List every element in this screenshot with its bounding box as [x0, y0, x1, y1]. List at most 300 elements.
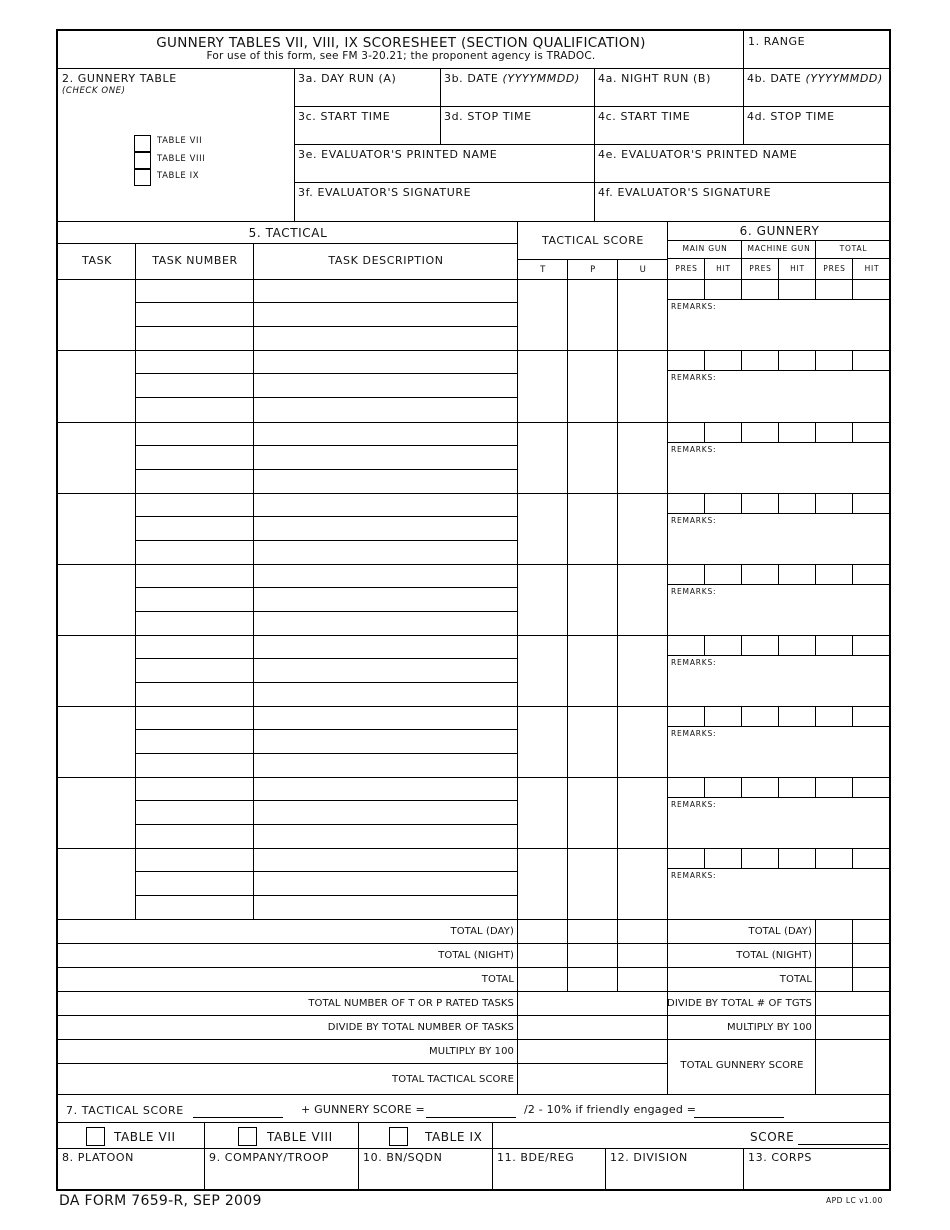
final-table-viii-checkbox[interactable] — [238, 1127, 257, 1146]
gunnery-entry-cell[interactable] — [705, 423, 742, 443]
night-date-format: (YYYYMMDD) — [805, 72, 883, 85]
day-evaluator-name-label: 3e. EVALUATOR'S PRINTED NAME — [298, 148, 498, 161]
company-label: 9. COMPANY/TROOP — [209, 1151, 329, 1164]
main-gun-label: MAIN GUN — [682, 244, 728, 253]
total-tactical-score-value[interactable] — [518, 1064, 668, 1095]
gunnery-entry-cell[interactable] — [816, 707, 853, 727]
total-night-row — [58, 944, 518, 968]
task-description-cell[interactable] — [254, 659, 518, 683]
gun-total-night-row — [668, 944, 816, 968]
task-number-col-header — [136, 244, 254, 280]
final-score-cell — [493, 1123, 891, 1149]
gun-total-day-row — [668, 920, 816, 944]
task-number-cell[interactable] — [136, 707, 254, 730]
gunnery-entry-cell[interactable] — [705, 707, 742, 727]
total-row — [58, 968, 518, 992]
gun-total-night-pres[interactable] — [816, 944, 853, 968]
gunnery-title: 6. GUNNERY — [739, 224, 820, 238]
task-description-cell[interactable] — [254, 872, 518, 896]
form-id: DA FORM 7659-R, SEP 2009 — [59, 1193, 262, 1209]
tactical-score-label: 7. TACTICAL SCORE — [66, 1104, 184, 1117]
final-formula-label: /2 - 10% if friendly engaged = — [524, 1103, 697, 1116]
gunnery-entry-cell[interactable] — [779, 636, 816, 656]
task-number-cell[interactable] — [136, 849, 254, 872]
task-cell[interactable] — [58, 778, 136, 849]
gunnery-entry-cell[interactable] — [705, 565, 742, 585]
day-date-prefix: 3b. DATE — [444, 72, 503, 85]
gunnery-entry-cell[interactable] — [779, 707, 816, 727]
day-stop-time-field[interactable] — [441, 107, 595, 145]
tactical-section-header — [58, 222, 518, 244]
gunnery-entry-cell[interactable] — [779, 849, 816, 869]
score-u-cell[interactable] — [618, 849, 668, 920]
score-t-cell[interactable] — [518, 849, 568, 920]
task-cell[interactable] — [58, 565, 136, 636]
bde-label: 11. BDE/REG — [497, 1151, 575, 1164]
table-ix-checkbox[interactable] — [134, 169, 151, 186]
day-run-field[interactable] — [295, 69, 441, 107]
gunnery-entry-cell[interactable] — [779, 280, 816, 300]
gunnery-entry-cell[interactable] — [816, 565, 853, 585]
gunnery-entry-cell[interactable] — [779, 778, 816, 798]
task-description-cell[interactable] — [254, 327, 518, 351]
gunnery-entry-cell[interactable] — [705, 849, 742, 869]
gunnery-total-header — [816, 241, 891, 259]
day-start-time-field[interactable] — [295, 107, 441, 145]
tactical-score-header — [518, 222, 668, 260]
total-night-p[interactable] — [568, 944, 618, 968]
gunnery-entry-cell[interactable] — [853, 494, 891, 514]
total-day-p[interactable] — [568, 920, 618, 944]
gun-total-day-hit[interactable] — [853, 920, 891, 944]
task-description-cell[interactable] — [254, 303, 518, 327]
remarks-label: REMARKS: — [671, 516, 717, 525]
multiply-label: MULTIPLY BY 100 — [429, 1046, 514, 1057]
total-day-t[interactable] — [518, 920, 568, 944]
task-number-cell[interactable] — [136, 730, 254, 754]
company-field[interactable] — [205, 1149, 359, 1191]
task-description-cell[interactable] — [254, 707, 518, 730]
night-evaluator-signature-label: 4f. EVALUATOR'S SIGNATURE — [598, 186, 772, 199]
task-description-cell[interactable] — [254, 754, 518, 778]
final-score-label: SCORE — [750, 1130, 795, 1144]
gunnery-entry-cell[interactable] — [742, 707, 779, 727]
score-t-cell[interactable] — [518, 778, 568, 849]
task-number-cell[interactable] — [136, 541, 254, 565]
score-p-header — [568, 260, 618, 280]
task-description-cell[interactable] — [254, 636, 518, 659]
remarks-cell[interactable] — [668, 514, 891, 565]
remarks-cell[interactable] — [668, 869, 891, 920]
gunnery-entry-cell[interactable] — [668, 351, 705, 371]
task-description-col-header — [254, 244, 518, 280]
gunnery-entry-cell[interactable] — [816, 636, 853, 656]
score-p-cell[interactable] — [568, 565, 618, 636]
table-viii-label: TABLE VIII — [157, 154, 206, 164]
task-number-cell[interactable] — [136, 470, 254, 494]
night-evaluator-name-label: 4e. EVALUATOR'S PRINTED NAME — [598, 148, 798, 161]
gunnery-entry-cell[interactable] — [742, 423, 779, 443]
remarks-cell[interactable] — [668, 443, 891, 494]
total-night-label: TOTAL (NIGHT) — [438, 950, 514, 961]
task-number-cell[interactable] — [136, 896, 254, 920]
score-t-cell[interactable] — [518, 636, 568, 707]
final-score-blank[interactable] — [798, 1144, 888, 1145]
task-number-cell[interactable] — [136, 327, 254, 351]
task-number-cell[interactable] — [136, 280, 254, 303]
gunnery-entry-cell[interactable] — [668, 849, 705, 869]
remarks-label: REMARKS: — [671, 373, 717, 382]
multiply-value[interactable] — [518, 1040, 668, 1064]
final-result-blank[interactable] — [694, 1117, 784, 1118]
gunnery-entry-cell[interactable] — [742, 494, 779, 514]
task-description-cell[interactable] — [254, 849, 518, 872]
gunnery-entry-cell[interactable] — [742, 351, 779, 371]
gunnery-entry-cell[interactable] — [853, 423, 891, 443]
day-date-format: (YYYYMMDD) — [502, 72, 580, 85]
night-evaluator-name-field[interactable] — [595, 145, 891, 183]
task-description-cell[interactable] — [254, 565, 518, 588]
machine-gun-label: MACHINE GUN — [747, 244, 811, 253]
task-number-cell[interactable] — [136, 398, 254, 423]
score-t-cell[interactable] — [518, 280, 568, 351]
score-t-cell[interactable] — [518, 423, 568, 494]
form-version: APD LC v1.00 — [826, 1196, 883, 1205]
task-number-cell[interactable] — [136, 351, 254, 374]
remarks-cell[interactable] — [668, 371, 891, 423]
remarks-label: REMARKS: — [671, 445, 717, 454]
task-description-cell[interactable] — [254, 494, 518, 517]
task-description-cell[interactable] — [254, 517, 518, 541]
task-number-cell[interactable] — [136, 754, 254, 778]
gunnery-subheader-label: PRES — [749, 264, 772, 273]
gunnery-entry-cell[interactable] — [816, 494, 853, 514]
remarks-cell[interactable] — [668, 727, 891, 778]
total-day-row — [58, 920, 518, 944]
final-table-ix-cell — [359, 1123, 493, 1149]
gunnery-entry-cell[interactable] — [668, 494, 705, 514]
total-night-t[interactable] — [518, 944, 568, 968]
rated-tasks-label: TOTAL NUMBER OF T OR P RATED TASKS — [308, 998, 514, 1009]
final-table-viii-label: TABLE VIII — [267, 1130, 333, 1144]
gunnery-entry-cell[interactable] — [816, 351, 853, 371]
gunnery-entry-cell[interactable] — [668, 778, 705, 798]
score-t-cell[interactable] — [518, 494, 568, 565]
score-u-cell[interactable] — [618, 707, 668, 778]
task-cell[interactable] — [58, 707, 136, 778]
rated-tasks-row — [58, 992, 518, 1016]
platoon-field[interactable] — [58, 1149, 205, 1191]
gunnery-entry-cell[interactable] — [816, 280, 853, 300]
gunnery-entry-cell[interactable] — [742, 565, 779, 585]
gun-total-day-label: TOTAL (DAY) — [748, 926, 812, 937]
tactical-title: 5. TACTICAL — [248, 226, 328, 240]
score-u-cell[interactable] — [618, 280, 668, 351]
bn-field[interactable] — [359, 1149, 493, 1191]
divide-tasks-row — [58, 1016, 518, 1040]
task-number-cell[interactable] — [136, 446, 254, 470]
range-label: 1. RANGE — [748, 35, 806, 48]
night-run-field[interactable] — [595, 69, 744, 107]
gunnery-subheader — [742, 259, 779, 280]
gunnery-subheader-label: PRES — [823, 264, 846, 273]
gunnery-entry-cell[interactable] — [668, 423, 705, 443]
remarks-label: REMARKS: — [671, 587, 717, 596]
total-t[interactable] — [518, 968, 568, 992]
task-description-cell[interactable] — [254, 423, 518, 446]
table-vii-checkbox[interactable] — [134, 135, 151, 152]
divide-tgts-value[interactable] — [816, 992, 891, 1016]
total-u[interactable] — [618, 968, 668, 992]
gun-multiply-value[interactable] — [816, 1016, 891, 1040]
task-description-cell[interactable] — [254, 778, 518, 801]
remarks-label: REMARKS: — [671, 729, 717, 738]
form-title-block — [58, 31, 744, 69]
score-p-cell[interactable] — [568, 423, 618, 494]
score-t-cell[interactable] — [518, 707, 568, 778]
task-description-col-label: TASK DESCRIPTION — [328, 254, 444, 267]
gunnery-entry-cell[interactable] — [779, 494, 816, 514]
gunnery-entry-cell[interactable] — [705, 280, 742, 300]
task-description-cell[interactable] — [254, 825, 518, 849]
gun-total-day-pres[interactable] — [816, 920, 853, 944]
gunnery-entry-cell[interactable] — [853, 565, 891, 585]
task-number-cell[interactable] — [136, 565, 254, 588]
gunnery-entry-cell[interactable] — [742, 778, 779, 798]
task-description-cell[interactable] — [254, 280, 518, 303]
gunnery-entry-cell[interactable] — [705, 778, 742, 798]
gunnery-entry-cell[interactable] — [705, 636, 742, 656]
gunnery-entry-cell[interactable] — [779, 423, 816, 443]
day-date-field[interactable] — [441, 69, 595, 107]
task-cell[interactable] — [58, 280, 136, 351]
remarks-cell[interactable] — [668, 656, 891, 707]
total-p[interactable] — [568, 968, 618, 992]
remarks-label: REMARKS: — [671, 302, 717, 311]
gunnery-entry-cell[interactable] — [853, 707, 891, 727]
task-col-label: TASK — [82, 254, 112, 267]
score-p-cell[interactable] — [568, 280, 618, 351]
total-gunnery-score-value[interactable] — [816, 1040, 891, 1095]
divide-tgts-row — [668, 992, 816, 1016]
total-gunnery-score-row — [668, 1040, 816, 1095]
total-tactical-score-row — [58, 1064, 518, 1095]
gunnery-subheader — [853, 259, 891, 280]
gunnery-subheader-label: PRES — [675, 264, 698, 273]
gun-total-row — [668, 968, 816, 992]
task-description-cell[interactable] — [254, 683, 518, 707]
gun-total-night-hit[interactable] — [853, 944, 891, 968]
gunnery-subheader-label: HIT — [864, 264, 880, 273]
gun-total-pres[interactable] — [816, 968, 853, 992]
task-description-cell[interactable] — [254, 730, 518, 754]
score-p-cell[interactable] — [568, 351, 618, 423]
final-score-row — [58, 1095, 891, 1123]
rated-tasks-value[interactable] — [518, 992, 668, 1016]
score-p-label: P — [590, 265, 596, 275]
gunnery-entry-cell[interactable] — [668, 565, 705, 585]
gunnery-entry-cell[interactable] — [779, 351, 816, 371]
corps-field[interactable] — [744, 1149, 891, 1191]
task-number-cell[interactable] — [136, 636, 254, 659]
gunnery-entry-cell[interactable] — [816, 778, 853, 798]
score-t-label: T — [540, 265, 546, 275]
total-label: TOTAL — [481, 974, 514, 985]
remarks-cell[interactable] — [668, 300, 891, 351]
division-label: 12. DIVISION — [610, 1151, 688, 1164]
gunnery-section-header — [668, 222, 891, 241]
day-evaluator-signature-label: 3f. EVALUATOR'S SIGNATURE — [298, 186, 472, 199]
day-start-time-label: 3c. START TIME — [298, 110, 391, 123]
gunnery-entry-cell[interactable] — [853, 778, 891, 798]
final-table-viii-cell — [205, 1123, 359, 1149]
task-number-cell[interactable] — [136, 659, 254, 683]
task-description-cell[interactable] — [254, 351, 518, 374]
form-subtitle: For use of this form, see FM 3-20.21; the proponent agency is TRADOC. — [206, 50, 596, 62]
gunnery-entry-cell[interactable] — [853, 280, 891, 300]
task-number-cell[interactable] — [136, 588, 254, 612]
task-number-cell[interactable] — [136, 872, 254, 896]
night-date-label — [747, 72, 883, 85]
gunnery-entry-cell[interactable] — [779, 565, 816, 585]
night-start-time-label: 4c. START TIME — [598, 110, 691, 123]
score-t-cell[interactable] — [518, 351, 568, 423]
gunnery-entry-cell[interactable] — [742, 280, 779, 300]
task-number-cell[interactable] — [136, 303, 254, 327]
plus-gunnery-label: + GUNNERY SCORE = — [301, 1103, 425, 1116]
table-ix-label: TABLE IX — [157, 171, 200, 181]
gunnery-subheader-label: HIT — [716, 264, 731, 273]
day-evaluator-signature-field[interactable] — [295, 183, 595, 222]
total-night-u[interactable] — [618, 944, 668, 968]
score-u-cell[interactable] — [618, 423, 668, 494]
task-description-cell[interactable] — [254, 374, 518, 398]
task-cell[interactable] — [58, 423, 136, 494]
task-description-cell[interactable] — [254, 470, 518, 494]
gunnery-subheader — [668, 259, 705, 280]
score-u-cell[interactable] — [618, 636, 668, 707]
task-cell[interactable] — [58, 351, 136, 423]
corps-label: 13. CORPS — [748, 1151, 812, 1164]
task-number-cell[interactable] — [136, 423, 254, 446]
night-stop-time-label: 4d. STOP TIME — [747, 110, 835, 123]
final-table-ix-label: TABLE IX — [425, 1130, 483, 1144]
task-description-cell[interactable] — [254, 446, 518, 470]
multiply-row — [58, 1040, 518, 1064]
score-t-cell[interactable] — [518, 565, 568, 636]
divide-tgts-label: DIVIDE BY TOTAL # OF TGTS — [667, 998, 812, 1009]
gunnery-entry-cell[interactable] — [853, 636, 891, 656]
bde-field[interactable] — [493, 1149, 606, 1191]
gunnery-entry-cell[interactable] — [742, 636, 779, 656]
task-number-cell[interactable] — [136, 778, 254, 801]
score-p-cell[interactable] — [568, 494, 618, 565]
final-table-vii-cell — [58, 1123, 205, 1149]
score-p-cell[interactable] — [568, 636, 618, 707]
task-cell[interactable] — [58, 849, 136, 920]
night-date-field[interactable] — [744, 69, 891, 107]
gunnery-entry-cell[interactable] — [668, 707, 705, 727]
score-u-label: U — [639, 265, 647, 275]
gunnery-subheader — [816, 259, 853, 280]
night-date-prefix: 4b. DATE — [747, 72, 806, 85]
task-description-cell[interactable] — [254, 896, 518, 920]
night-stop-time-field[interactable] — [744, 107, 891, 145]
remarks-cell[interactable] — [668, 798, 891, 849]
gunnery-entry-cell[interactable] — [853, 849, 891, 869]
final-table-vii-label: TABLE VII — [114, 1130, 176, 1144]
gunnery-entry-cell[interactable] — [705, 351, 742, 371]
form-title: GUNNERY TABLES VII, VIII, IX SCORESHEET (SECTION QUALIFICATION) — [156, 35, 646, 51]
gunnery-table-block — [58, 69, 295, 222]
task-number-cell[interactable] — [136, 374, 254, 398]
task-number-cell[interactable] — [136, 494, 254, 517]
task-number-cell[interactable] — [136, 801, 254, 825]
scoresheet-form — [56, 29, 891, 1191]
gunnery-entry-cell[interactable] — [816, 423, 853, 443]
night-run-label: 4a. NIGHT RUN (B) — [598, 72, 711, 85]
task-number-cell[interactable] — [136, 612, 254, 636]
tactical-score-title: TACTICAL SCORE — [542, 234, 644, 247]
score-u-cell[interactable] — [618, 494, 668, 565]
task-description-cell[interactable] — [254, 612, 518, 636]
day-evaluator-name-field[interactable] — [295, 145, 595, 183]
table-viii-checkbox[interactable] — [134, 152, 151, 169]
task-description-cell[interactable] — [254, 541, 518, 565]
remarks-cell[interactable] — [668, 585, 891, 636]
division-field[interactable] — [606, 1149, 744, 1191]
gunnery-entry-cell[interactable] — [705, 494, 742, 514]
score-u-cell[interactable] — [618, 351, 668, 423]
range-field[interactable] — [744, 31, 891, 69]
gun-total-hit[interactable] — [853, 968, 891, 992]
machine-gun-header — [742, 241, 816, 259]
divide-tasks-value[interactable] — [518, 1016, 668, 1040]
gunnery-entry-cell[interactable] — [668, 280, 705, 300]
task-cell[interactable] — [58, 494, 136, 565]
final-table-ix-checkbox[interactable] — [389, 1127, 408, 1146]
task-number-cell[interactable] — [136, 683, 254, 707]
score-u-header — [618, 260, 668, 280]
score-p-cell[interactable] — [568, 849, 618, 920]
main-gun-header — [668, 241, 742, 259]
task-cell[interactable] — [58, 636, 136, 707]
day-run-label: 3a. DAY RUN (A) — [298, 72, 397, 85]
final-table-vii-checkbox[interactable] — [86, 1127, 105, 1146]
tactical-score-blank[interactable] — [193, 1117, 283, 1118]
night-evaluator-signature-field[interactable] — [595, 183, 891, 222]
score-p-cell[interactable] — [568, 707, 618, 778]
gun-multiply-label: MULTIPLY BY 100 — [727, 1022, 812, 1033]
gunnery-entry-cell[interactable] — [668, 636, 705, 656]
platoon-label: 8. PLATOON — [62, 1151, 134, 1164]
total-day-u[interactable] — [618, 920, 668, 944]
score-u-cell[interactable] — [618, 565, 668, 636]
task-description-cell[interactable] — [254, 398, 518, 423]
task-description-cell[interactable] — [254, 801, 518, 825]
gunnery-score-blank[interactable] — [426, 1117, 516, 1118]
score-u-cell[interactable] — [618, 778, 668, 849]
score-p-cell[interactable] — [568, 778, 618, 849]
task-number-cell[interactable] — [136, 825, 254, 849]
gunnery-entry-cell[interactable] — [742, 849, 779, 869]
task-number-cell[interactable] — [136, 517, 254, 541]
night-start-time-field[interactable] — [595, 107, 744, 145]
gunnery-entry-cell[interactable] — [816, 849, 853, 869]
task-description-cell[interactable] — [254, 588, 518, 612]
check-one-note: (CHECK ONE) — [62, 86, 126, 96]
gunnery-entry-cell[interactable] — [853, 351, 891, 371]
